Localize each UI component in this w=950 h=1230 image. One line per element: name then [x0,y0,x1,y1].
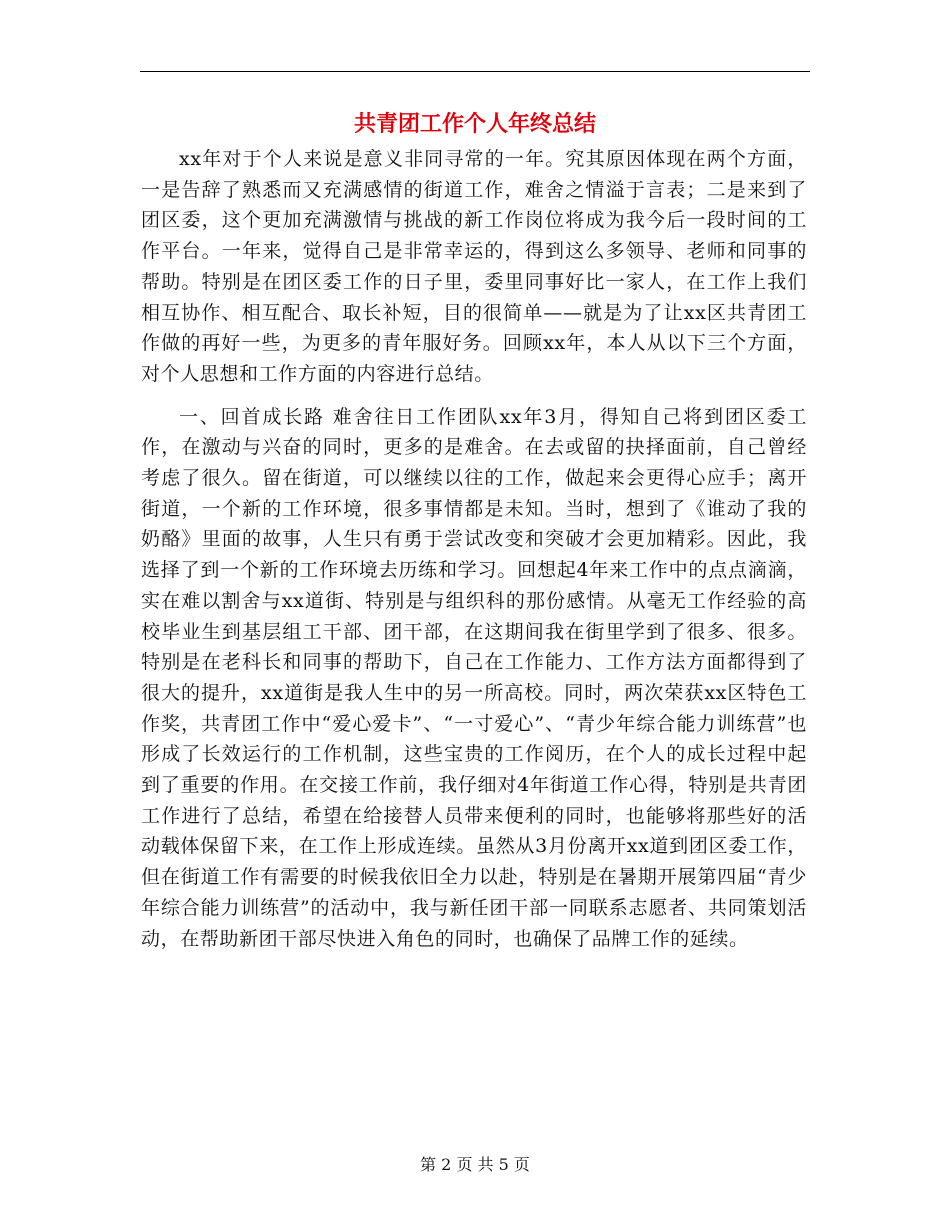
document-body [141,144,807,966]
page-footer [140,1154,810,1176]
page-label-suffix: 页 [513,1155,530,1174]
document-title: 共青团工作个人年终总结 [353,112,596,137]
paragraph-intro: xx年对于个人来说是意义非同寻常的一年。究其原因体现在两个方面，一是告辞了熟悉而又充满感情的街道工作，难舍之情溢于言表；二是来到了团区委，这个更加充满激情与挑战的新工作岗位将成为我今后一段时间的工作平台。一年来，觉得自己是非常幸运的，得到这么多领导、老师和同事的帮助。特别是在团区委工作的日子里，委里同事好比一家人，在工作上我们相互协作、相互配合、取长补短，目的很简单——就是为了让xx区共青团工作做的再好一些，为更多的青年服好务。回顾xx年，本人从以下三个方面，对个人思想和工作方面的内容进行总结。 [141,148,807,385]
page-label-prefix: 第 [420,1155,437,1174]
current-page-number: 2 [441,1155,452,1174]
total-pages-number: 5 [498,1155,509,1174]
page-label-mid: 页 共 [456,1155,494,1174]
header-rule [140,71,810,72]
paragraph-section-one: 一、回首成长路 难舍往日工作团队xx年3月，得知自己将到团区委工作，在激动与兴奋的同时，更多的是难舍。在去或留的抉择面前，自己曾经考虑了很久。留在街道，可以继续以往的工作，做起来会更得心应手；离开街道，一个新的工作环境，很多事情都是未知。当时，想到了《谁动了我的奶酪》里面的故事，人生只有勇于尝试改变和突破才会更加精彩。因此，我选择了到一个新的工作环境去历练和学习。回想起4年来工作中的点点滴滴，实在难以割舍与xx道街、特别是与组织科的那份感情。从毫无工作经验的高校毕业生到基层组工干部、团干部，在这期间我在街里学到了很多、很多。特别是在老科长和同事的帮助下，自己在工作能力、工作方法方面都得到了很大的提升，xx道街是我人生中的另一所高校。同时，两次荣获xx区特色工作奖，共青团工作中“爱心爱卡”、“一寸爱心”、“青少年综合能力训练营”也形成了长效运行的工作机制，这些宝贵的工作阅历，在个人的成长过程中起到了重要的作用。在交接工作前，我仔细对4年街道工作心得，特别是共青团工作进行了总结，希望在给接替人员带来便利的同时，也能够将那些好的活动载体保留下来，在工作上形成连续。虽然从3月份离开xx道到团区委工作，但在街道工作有需要的时候我依旧全力以赴，特别是在暑期开展第四届“青少年综合能力训练营”的活动中，我与新任团干部一同联系志愿者、共同策划活动，在帮助新团干部尽快进入角色的同时，也确保了品牌工作的延续。 [141,405,807,950]
